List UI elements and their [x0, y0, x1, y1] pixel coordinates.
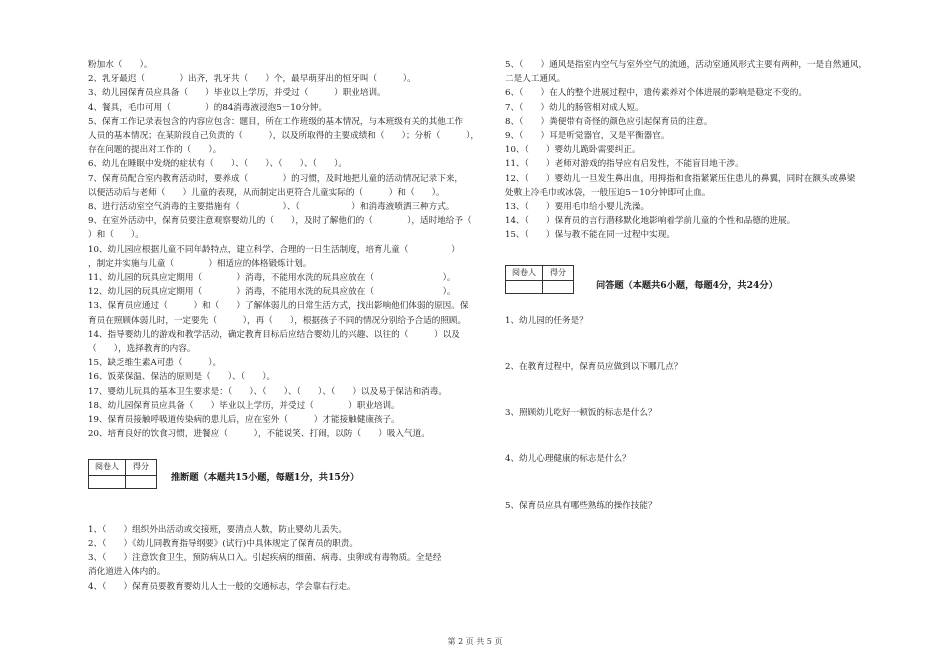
score-cell — [126, 475, 157, 488]
question-line: 处敷上冷毛巾或冰袋，一般压迫5－10分钟即可止血。 — [505, 187, 711, 198]
question-line: 3、（ ）注意饮食卫生，预防病从口入。引起疾病的细菌、病毒、虫卵或有毒物质。全是经 — [88, 553, 442, 564]
question-line: 13、（ ）要用毛巾给小婴儿洗澡。 — [505, 202, 650, 213]
question-line: 5、（ ）通风是指室内空气与室外空气的流通，活动室通风形式主要有两种，一是自然通风， — [505, 60, 868, 70]
question-line: 6、幼儿在睡眠中发烧的症状有（ ）、（ ）、（ ）、（ ）。 — [88, 159, 347, 170]
question-line: 3、幼儿园保育员应具备（ ）毕业以上学历，并受过（ ）职业培训。 — [88, 88, 386, 99]
question-line: 11、（ ）老师对游戏的指导应有启发性，不能盲目地干涉。 — [505, 159, 744, 170]
question-line: 13、保育员应通过（ ）和（ ）了解体弱儿的日常生活方式，找出影响他们体弱的原因。保 — [88, 301, 469, 312]
question-line: 粉加水（ ）。 — [88, 60, 153, 70]
question-line: 11、幼儿园的玩具应定期用（ ）消毒，不能用水洗的玩具应放在（ ）。 — [88, 273, 456, 284]
question-line: 17、婴幼儿玩具的基本卫生要求是：（ ）、（ ）、（ ）、（ ）以及易于保洁和消毒。 — [88, 386, 447, 397]
section-title-qa: 问答题（本题共6小题，每题4分，共24分） — [596, 279, 778, 291]
question-line: 18、幼儿园保育员应具备（ ）毕业以上学历，并受过（ ）职业培训。 — [88, 400, 400, 411]
score-box — [505, 265, 574, 294]
grader-cell — [506, 280, 543, 293]
question-line: 2、乳牙最迟（ ）出齐，乳牙共（ ）个，最早萌芽出的恒牙叫（ ）。 — [88, 74, 416, 85]
question-line: 10、（ ）婴幼儿跪卧需要纠正。 — [505, 145, 641, 156]
score-label: 得分 — [126, 460, 157, 475]
question-line: 6、（ ）在人的整个进展过程中，遗传素养对个体进展的影响是稳定不变的。 — [505, 88, 807, 99]
question-line: 消化道进入体内的。 — [88, 567, 166, 578]
question-line: 7、保育员配合室内教育活动时，要养成（ ）的习惯，及时地把儿童的活动情况记录下来， — [88, 173, 464, 184]
score-box — [88, 459, 157, 488]
question-line: 20、培育良好的饮食习惯，进餐应（ ），不能说笑、打闹，以防（ ）吸入气道。 — [88, 429, 430, 440]
question-line: 15、（ ）保与教不能在同一过程中实现。 — [505, 230, 675, 241]
question-line: 4、幼儿心理健康的标志是什么？ — [505, 454, 631, 465]
question-line: 5、保育员应具有哪些熟练的操作技能？ — [505, 500, 657, 511]
question-line: 10、幼儿园应根据儿童不同年龄特点，建立科学、合理的一日生活制度，培育儿童（ ） — [88, 244, 460, 255]
question-line: 14、（ ）保育员的言行潜移默化地影响着学前儿童的个性和品德的进展。 — [505, 216, 796, 227]
question-line: 3、照顾幼儿吃好一顿饭的标志是什么？ — [505, 408, 657, 419]
question-line: 15、缺乏维生素A可患（ ）。 — [88, 358, 222, 369]
question-line: 4、（ ）保育员要教育婴幼儿人士一般的交通标志，学会靠右行走。 — [88, 581, 356, 592]
question-line: 2、（ ）《幼儿同教育指导纲要》(试行)中具体规定了保育员的职责。 — [88, 538, 358, 549]
question-line: 12、（ ）婴幼儿一旦发生鼻出血，用拇指和食指紧紧压住患儿的鼻翼，同时在额头或鼻梁 — [505, 173, 856, 184]
right-column — [505, 58, 877, 545]
question-line: （ ），选择教育的内容。 — [88, 344, 196, 355]
score-cell — [543, 280, 574, 293]
judge-section-header — [88, 459, 490, 488]
question-line: 2、在教育过程中，保育员应做到以下哪几点？ — [505, 362, 683, 373]
section-title-judge: 推断题（本题共15小题，每题1分，共15分） — [171, 472, 360, 484]
question-line: 育员在照顾体弱儿时，一定要先（ ），再（ ），根据孩子不同的情况分别给予合适的照顾。 — [88, 315, 467, 326]
grader-label: 阅卷人 — [89, 460, 126, 475]
question-line: ）和（ ）。 — [88, 230, 144, 241]
question-line: 8、进行活动室空气消毒的主要措施有（ ）、（ ）和消毒液喷洒三种方式。 — [88, 202, 455, 213]
page-number: 第 2 页 共 5 页 — [447, 637, 503, 646]
question-line: 7、（ ）幼儿的肠管相对成人短。 — [505, 102, 644, 113]
question-line: 5、保育工作记录表包含的内容应包含：题目，所在工作班级的基本情况，与本班级有关的其他工作 — [88, 116, 464, 127]
question-line: 9、（ ）耳是听觉器官，又是平衡器官。 — [505, 131, 670, 142]
question-line: 二是人工通风。 — [505, 74, 566, 85]
question-line: 16、饭菜保温、保洁的原则是（ ）、（ ）。 — [88, 372, 276, 383]
question-line: 19、保育员接触呼吸道传染病的患儿后，应在室外（ ）才能接触健康孩子。 — [88, 415, 400, 426]
question-line: 12、幼儿园的玩具应定期用（ ）消毒，不能用水洗的玩具应放在（ ）。 — [88, 287, 456, 298]
question-line: 4、餐具，毛巾可用（ ）的84消毒液浸泡5－10分钟。 — [88, 102, 328, 113]
question-line: 存在问题的提出对工作的（ ）。 — [88, 145, 222, 156]
qa-questions — [505, 314, 877, 513]
fill-in-questions — [88, 58, 490, 441]
question-line: 9、在室外活动中，保育员要注意观察婴幼儿的（ ），及时了解他们的（ ），适时地给予（ — [88, 216, 472, 227]
question-line: ，制定并实施与儿童（ ）相适应的体格锻炼计划。 — [88, 258, 312, 269]
judge-questions-right — [505, 58, 877, 243]
question-line: 8、（ ）粪便带有奇怪的颜色应引起保育员的注意。 — [505, 116, 713, 127]
qa-section-header — [505, 265, 877, 294]
question-line: 以便活动后与老师（ ）儿童的表现，从而制定出更符合儿童实际的（ ）和（ ）。 — [88, 187, 445, 198]
question-line: 1、幼儿园的任务是？ — [505, 315, 588, 326]
question-line: 14、指导婴幼儿的游戏和教学活动，确定教育目标后应结合婴幼儿的兴趣、以往的（ ）以及 — [88, 329, 460, 340]
judge-questions-left — [88, 523, 490, 594]
grader-label: 阅卷人 — [506, 265, 543, 280]
question-line: 人员的基本情况；在某阶段自己负责的（ ），以及所取得的主要成绩和（ ）；分析（ ）， — [88, 131, 480, 142]
grader-cell — [89, 475, 126, 488]
left-column — [88, 58, 490, 594]
question-line: 1、（ ）组织外出活动或交接班，要清点人数，防止婴幼儿丢失。 — [88, 524, 347, 535]
score-label: 得分 — [543, 265, 574, 280]
